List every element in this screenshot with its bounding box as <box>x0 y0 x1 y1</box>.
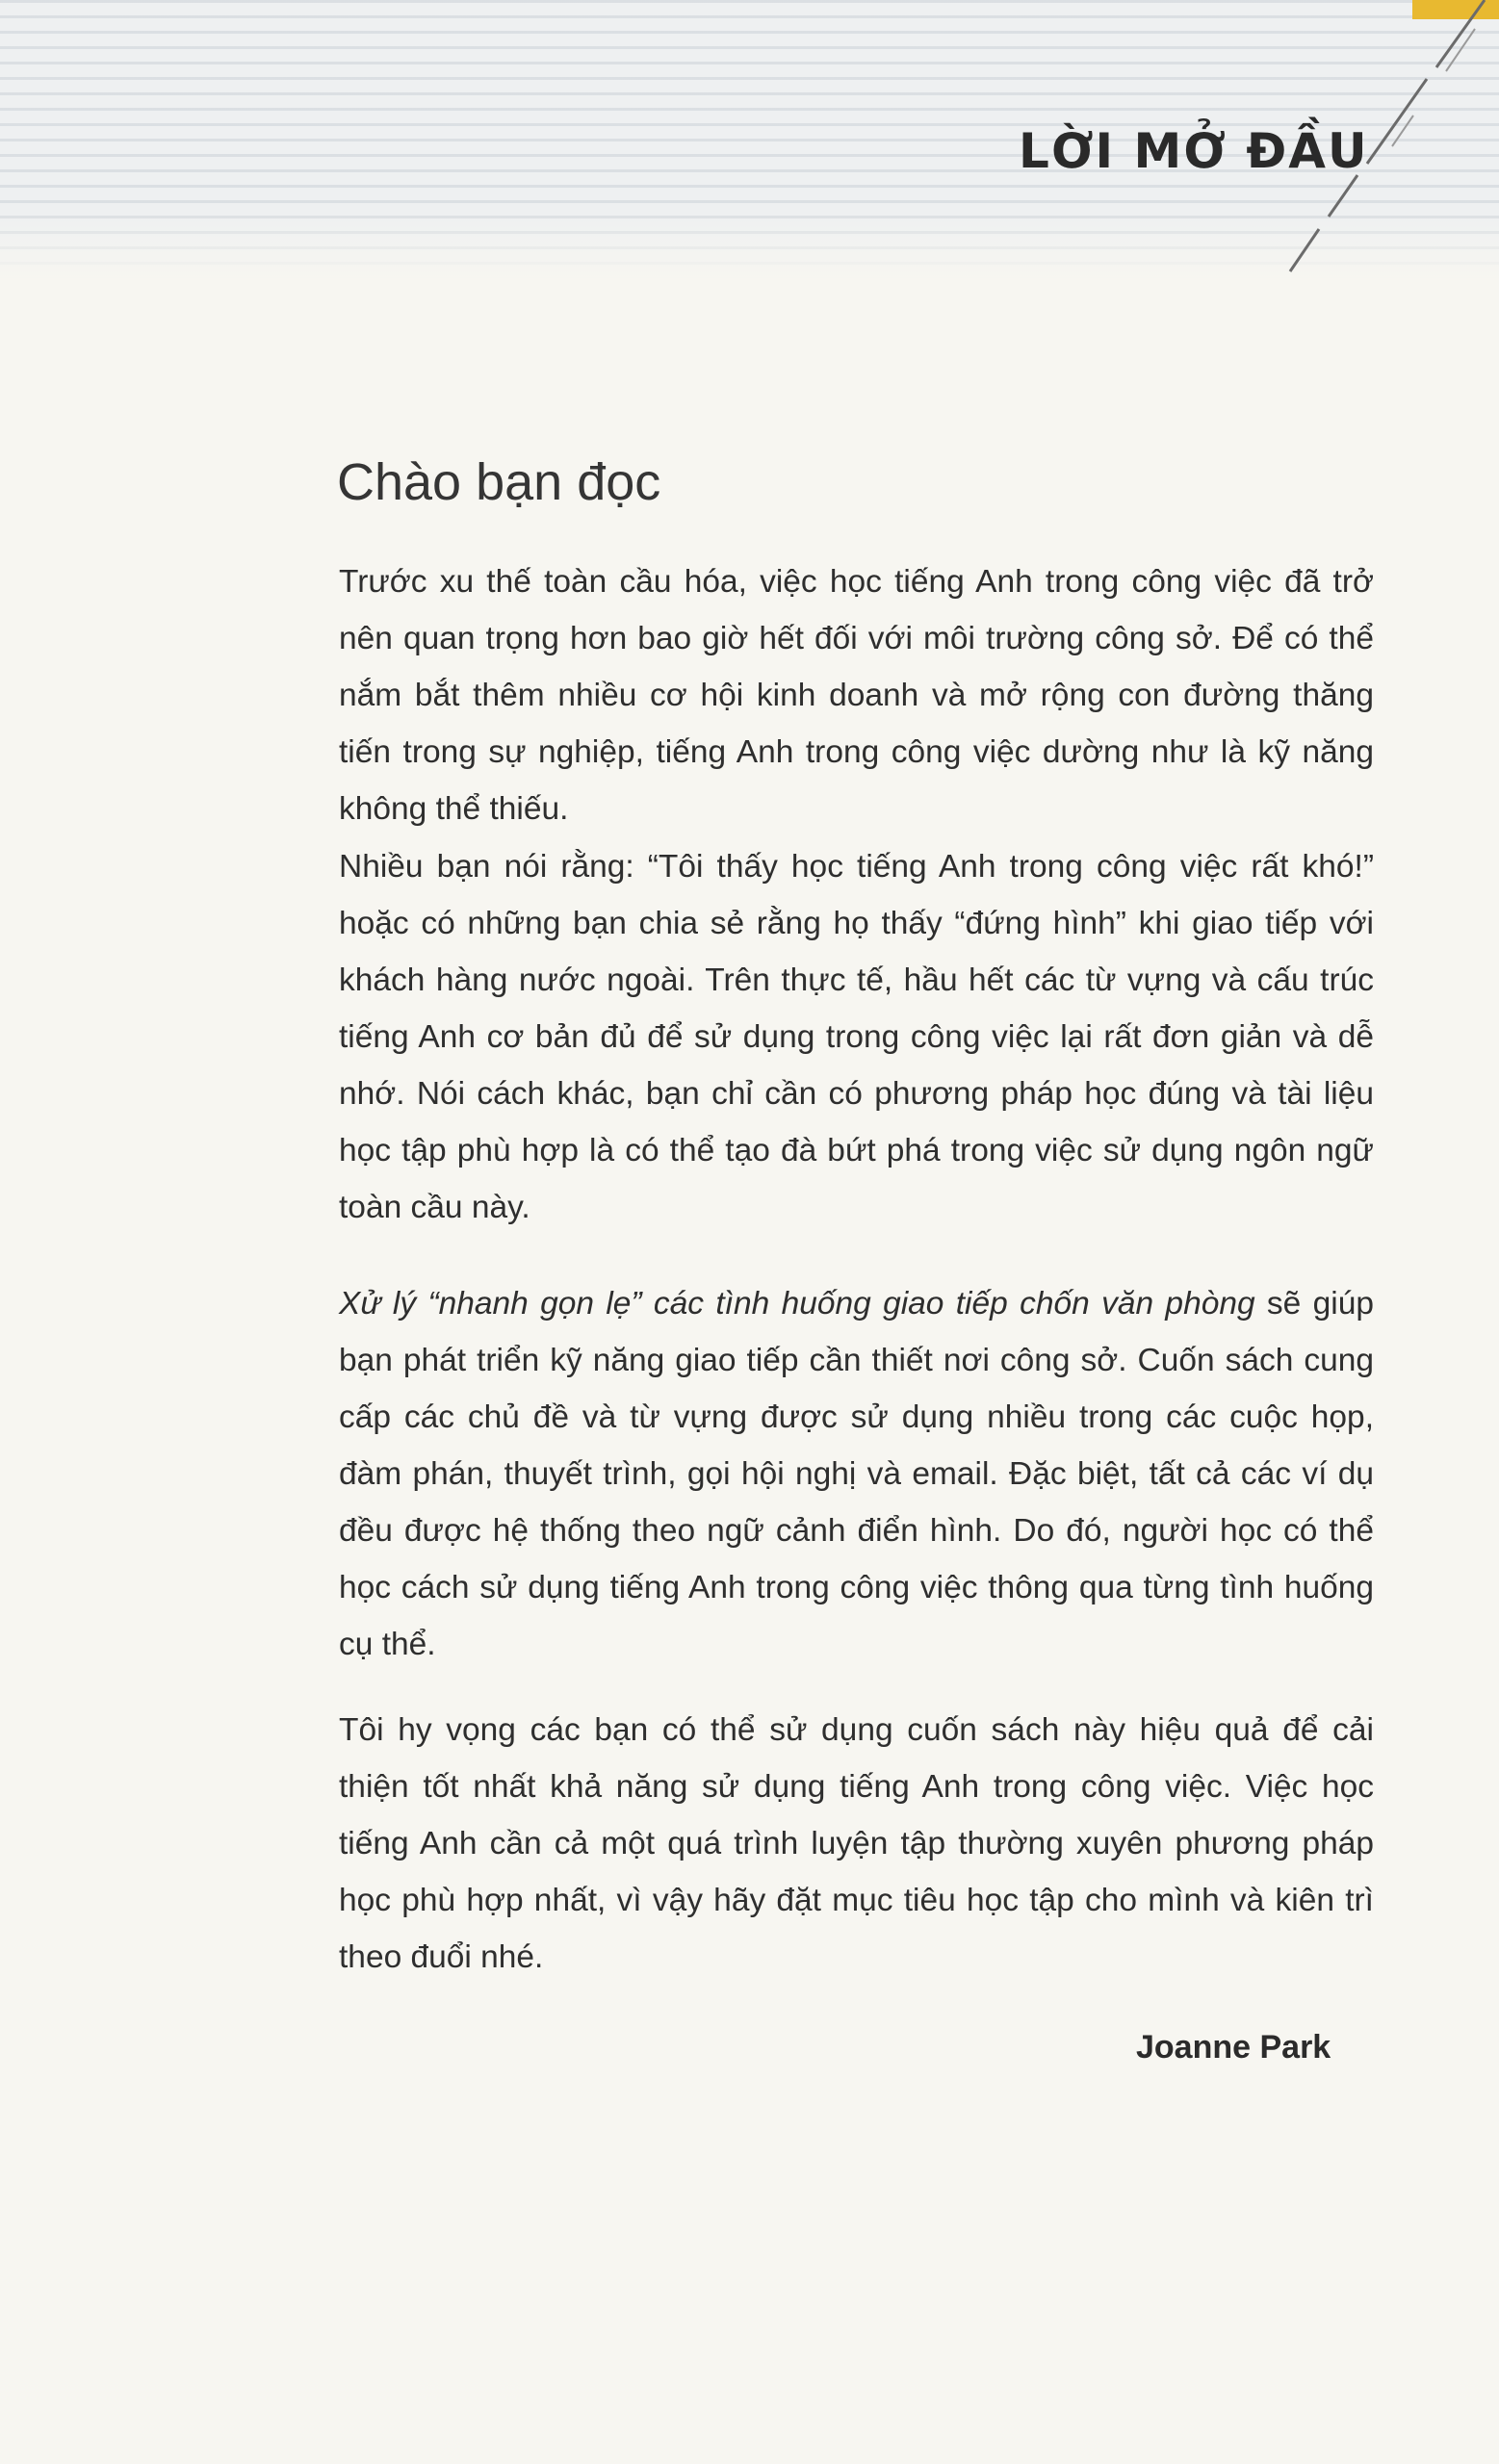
book-title-italic: Xử lý “nhanh gọn lẹ” các tình huống giao tiếp chốn văn phòng <box>339 1286 1255 1322</box>
greeting-heading: Chào bạn đọc <box>337 453 661 511</box>
paragraph-2: Nhiều bạn nói rằng: “Tôi thấy học tiếng Anh trong công việc rất khó!” hoặc có những bạn chia sẻ rằng họ thấy “đứng hình” khi giao tiếp với khách hàng nước ngoài. Trên thực tế, hầu hết các từ vựng và cấu trúc tiếng Anh cơ bản đủ để sử dụng trong công việc lại rất đơn giản và dễ nhớ. Nói cách khác, bạn chỉ cần có phương pháp học đúng và tài liệu học tập phù hợp là có thể tạo đà bứt phá trong việc sử dụng ngôn ngữ toàn cầu này. <box>339 849 1374 1225</box>
paragraph-3 <box>339 1275 1374 1673</box>
author-signature: Joanne Park <box>1136 2029 1331 2066</box>
section-title: LỜI MỞ ĐẦU <box>1019 123 1369 179</box>
paragraph-3-text: sẽ giúp bạn phát triển kỹ năng giao tiếp cần thiết nơi công sở. Cuốn sách cung cấp các chủ đề và từ vựng được sử dụng nhiều trong các cuộc họp, đàm phán, thuyết trình, gọi hội nghị và email. Đặc biệt, tất cả các ví dụ đều được hệ thống theo ngữ cảnh điển hình. Do đó, người học có thể học cách sử dụng tiếng Anh trong công việc thông qua từng tình huống cụ thể. <box>339 1286 1374 1662</box>
paragraph-4: Tôi hy vọng các bạn có thể sử dụng cuốn sách này hiệu quả để cải thiện tốt nhất khả năng sử dụng tiếng Anh trong công việc. Việc học tiếng Anh cần cả một quá trình luyện tập thường xuyên phương pháp học phù hợp nhất, vì vậy hãy đặt mục tiêu học tập cho mình và kiên trì theo đuổi nhé. <box>339 1712 1374 1975</box>
paragraph-1: Trước xu thế toàn cầu hóa, việc học tiếng Anh trong công việc đã trở nên quan trọng hơn bao giờ hết đối với môi trường công sở. Để có thể nắm bắt thêm nhiều cơ hội kinh doanh và mở rộng con đường thăng tiến trong sự nghiệp, tiếng Anh trong công việc dường như là kỹ năng không thể thiếu. <box>339 564 1374 827</box>
